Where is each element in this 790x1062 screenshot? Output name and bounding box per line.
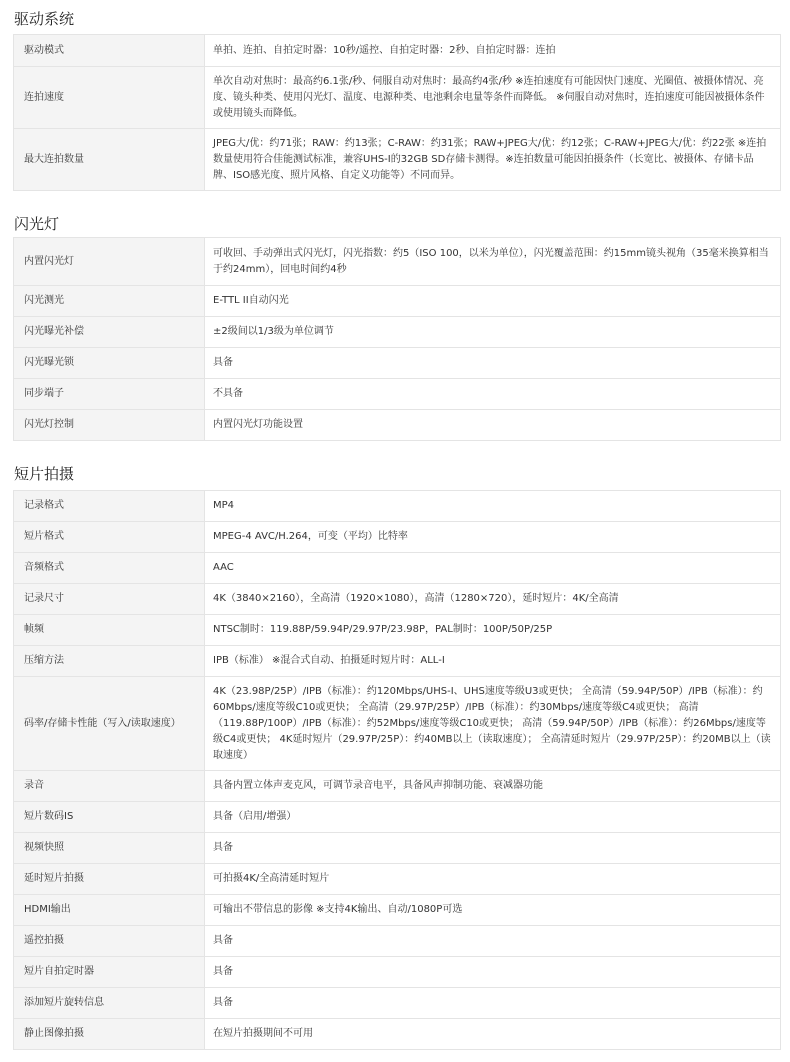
- table-row: [14, 129, 781, 191]
- table-row: [14, 988, 781, 1019]
- table-row: [14, 286, 781, 317]
- spec-label: 连拍速度: [14, 67, 205, 129]
- table-row: [14, 802, 781, 833]
- spec-label: 记录格式: [14, 491, 205, 522]
- section-title-movie: 短片拍摄: [14, 465, 75, 483]
- spec-value: JPEG大/优：约71张；RAW：约13张；C-RAW：约31张；RAW+JPEG大/优：约12张；C-RAW+JPEG大/优：约22张 ※连拍数量使用符合佳能测试标准，兼容UHS-I的32GB SD存储卡测得。※连拍数量可能因拍摄条件（长宽比、被摄体、存储卡品牌、ISO感光度、照片风格、自定义功能等）不同而异。: [205, 129, 781, 191]
- table-row: [14, 317, 781, 348]
- spec-label: 遥控拍摄: [14, 926, 205, 957]
- table-row: [14, 238, 781, 286]
- spec-label: 短片自拍定时器: [14, 957, 205, 988]
- spec-value: NTSC制时：119.88P/59.94P/29.97P/23.98P，PAL制时：100P/50P/25P: [205, 615, 781, 646]
- spec-label: 短片数码IS: [14, 802, 205, 833]
- table-row: [14, 348, 781, 379]
- table-row: [14, 553, 781, 584]
- table-row: [14, 584, 781, 615]
- spec-label: 静止图像拍摄: [14, 1019, 205, 1050]
- spec-value: MPEG-4 AVC/H.264，可变（平均）比特率: [205, 522, 781, 553]
- spec-value: 具备内置立体声麦克风，可调节录音电平，具备风声抑制功能、衰减器功能: [205, 771, 781, 802]
- table-row: [14, 895, 781, 926]
- table-row: [14, 522, 781, 553]
- section-title-drive: 驱动系统: [14, 10, 75, 28]
- spec-value: 可输出不带信息的影像 ※支持4K输出、自动/1080P可选: [205, 895, 781, 926]
- spec-value: 可收回、手动弹出式闪光灯，闪光指数：约5（ISO 100，以米为单位），闪光覆盖范围：约15mm镜头视角（35毫米换算相当于约24mm），回电时间约4秒: [205, 238, 781, 286]
- spec-table-drive: [13, 34, 781, 191]
- spec-value: 具备: [205, 833, 781, 864]
- table-row: [14, 615, 781, 646]
- table-row: [14, 491, 781, 522]
- spec-label: 视频快照: [14, 833, 205, 864]
- spec-label: HDMI输出: [14, 895, 205, 926]
- spec-value: MP4: [205, 491, 781, 522]
- table-row: [14, 833, 781, 864]
- spec-label: 添加短片旋转信息: [14, 988, 205, 1019]
- spec-value: 单拍、连拍、自拍定时器：10秒/遥控、自拍定时器：2秒、自拍定时器：连拍: [205, 35, 781, 67]
- spec-value: 4K（3840×2160），全高清（1920×1080），高清（1280×720），延时短片：4K/全高清: [205, 584, 781, 615]
- spec-value: 具备: [205, 957, 781, 988]
- table-row: [14, 410, 781, 441]
- table-row: [14, 35, 781, 67]
- spec-value: AAC: [205, 553, 781, 584]
- table-row: [14, 926, 781, 957]
- spec-value: ±2级间以1/3级为单位调节: [205, 317, 781, 348]
- table-row: [14, 646, 781, 677]
- spec-table-movie: [13, 490, 781, 1050]
- spec-label: 记录尺寸: [14, 584, 205, 615]
- spec-value: 具备（启用/增强）: [205, 802, 781, 833]
- table-row: [14, 379, 781, 410]
- spec-label: 录音: [14, 771, 205, 802]
- table-row: [14, 957, 781, 988]
- spec-value: IPB（标准） ※混合式自动、拍摄延时短片时：ALL-I: [205, 646, 781, 677]
- table-row: [14, 1019, 781, 1050]
- spec-label: 闪光灯控制: [14, 410, 205, 441]
- spec-label: 短片格式: [14, 522, 205, 553]
- spec-value: 在短片拍摄期间不可用: [205, 1019, 781, 1050]
- spec-value: 4K（23.98P/25P）/IPB（标准）：约120Mbps/UHS-I、UHS速度等级U3或更快； 全高清（59.94P/50P）/IPB（标准）：约60Mbps/速度等级C10或更快； 全高清（29.97P/25P）/IPB（标准）：约30Mbps/速度等级C4或更快； 高清（119.88P/100P）/IPB（标准）：约52Mbps/速度等级C10或更快； 高清（59.94P/50P）/IPB（标准）：约26Mbps/速度等级C4或更快； 4K延时短片（29.97P/25P）：约40MB以上（读取速度）； 全高清延时短片（29.97P/25P）：约20MB以上（读取速度）: [205, 677, 781, 771]
- spec-table-flash: [13, 237, 781, 441]
- spec-label: 压缩方法: [14, 646, 205, 677]
- spec-label: 内置闪光灯: [14, 238, 205, 286]
- spec-label: 音频格式: [14, 553, 205, 584]
- spec-value: 内置闪光灯功能设置: [205, 410, 781, 441]
- table-row: [14, 771, 781, 802]
- spec-label: 延时短片拍摄: [14, 864, 205, 895]
- table-row: [14, 864, 781, 895]
- spec-label: 闪光曝光锁: [14, 348, 205, 379]
- spec-value: 具备: [205, 988, 781, 1019]
- spec-value: 具备: [205, 348, 781, 379]
- spec-label: 闪光测光: [14, 286, 205, 317]
- spec-label: 闪光曝光补偿: [14, 317, 205, 348]
- spec-label: 同步端子: [14, 379, 205, 410]
- spec-value: 可拍摄4K/全高清延时短片: [205, 864, 781, 895]
- spec-value: 单次自动对焦时：最高约6.1张/秒、伺服自动对焦时：最高约4张/秒 ※连拍速度有可能因快门速度、光圈值、被摄体情况、亮度、镜头种类、使用闪光灯、温度、电源种类、电池剩余电量等条件而降低。 ※伺服自动对焦时，连拍速度可能因被摄体条件或使用镜头而降低。: [205, 67, 781, 129]
- section-title-flash: 闪光灯: [14, 215, 60, 233]
- table-row: [14, 67, 781, 129]
- spec-label: 码率/存储卡性能（写入/读取速度）: [14, 677, 205, 771]
- spec-label: 帧频: [14, 615, 205, 646]
- spec-label: 驱动模式: [14, 35, 205, 67]
- spec-label: 最大连拍数量: [14, 129, 205, 191]
- spec-value: 不具备: [205, 379, 781, 410]
- spec-value: E-TTL II自动闪光: [205, 286, 781, 317]
- spec-value: 具备: [205, 926, 781, 957]
- table-row: [14, 677, 781, 771]
